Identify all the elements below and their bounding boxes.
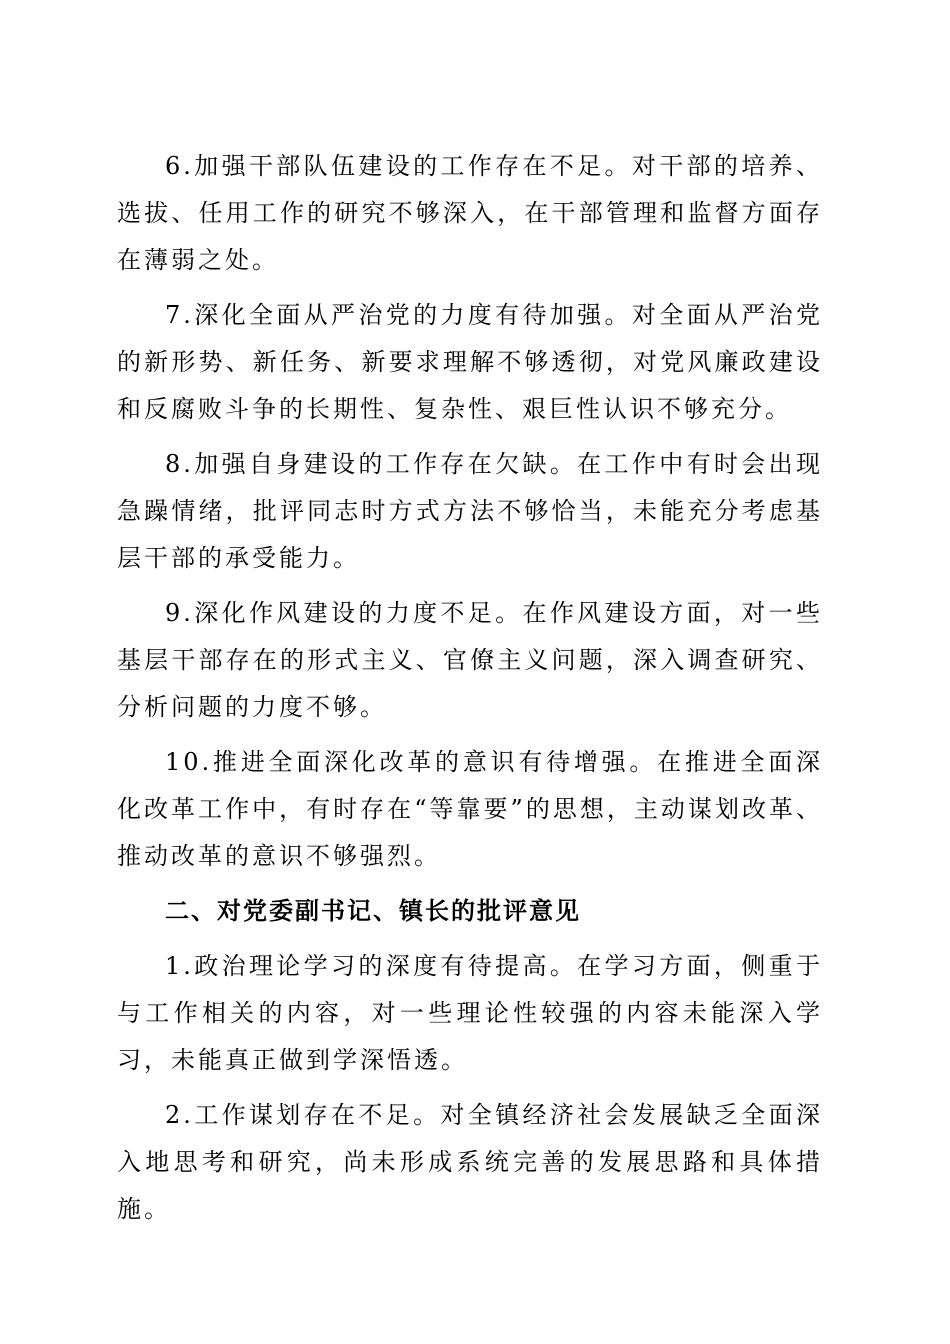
document-body	[117, 143, 823, 1241]
paragraph-item-8: 8.加强自身建设的工作存在欠缺。在工作中有时会出现急躁情绪，批评同志时方式方法不够恰当，未能充分考虑基层干部的承受能力。	[117, 450, 823, 572]
section-paragraph-2: 2.工作谋划存在不足。对全镇经济社会发展缺乏全面深入地思考和研究，尚未形成系统完善的发展思路和具体措施。	[117, 1101, 823, 1223]
paragraph-item-9: 9.深化作风建设的力度不足。在作风建设方面，对一些基层干部存在的形式主义、官僚主义问题，深入调查研究、分析问题的力度不够。	[117, 599, 823, 721]
paragraph-item-10: 10.推进全面深化改革的意识有待增强。在推进全面深化改革工作中，有时存在“等靠要”的思想，主动谋划改革、推动改革的意识不够强烈。	[117, 748, 823, 870]
paragraph-item-7: 7.深化全面从严治党的力度有待加强。对全面从严治党的新形势、新任务、新要求理解不够透彻，对党风廉政建设和反腐败斗争的长期性、复杂性、艰巨性认识不够充分。	[117, 301, 823, 423]
paragraph-item-6: 6.加强干部队伍建设的工作存在不足。对干部的培养、选拔、任用工作的研究不够深入，在干部管理和监督方面存在薄弱之处。	[117, 152, 823, 274]
section-paragraph-1: 1.政治理论学习的深度有待提高。在学习方面，侧重于与工作相关的内容，对一些理论性较强的内容未能深入学习，未能真正做到学深悟透。	[117, 952, 823, 1074]
section-heading: 二、对党委副书记、镇长的批评意见	[165, 897, 581, 925]
